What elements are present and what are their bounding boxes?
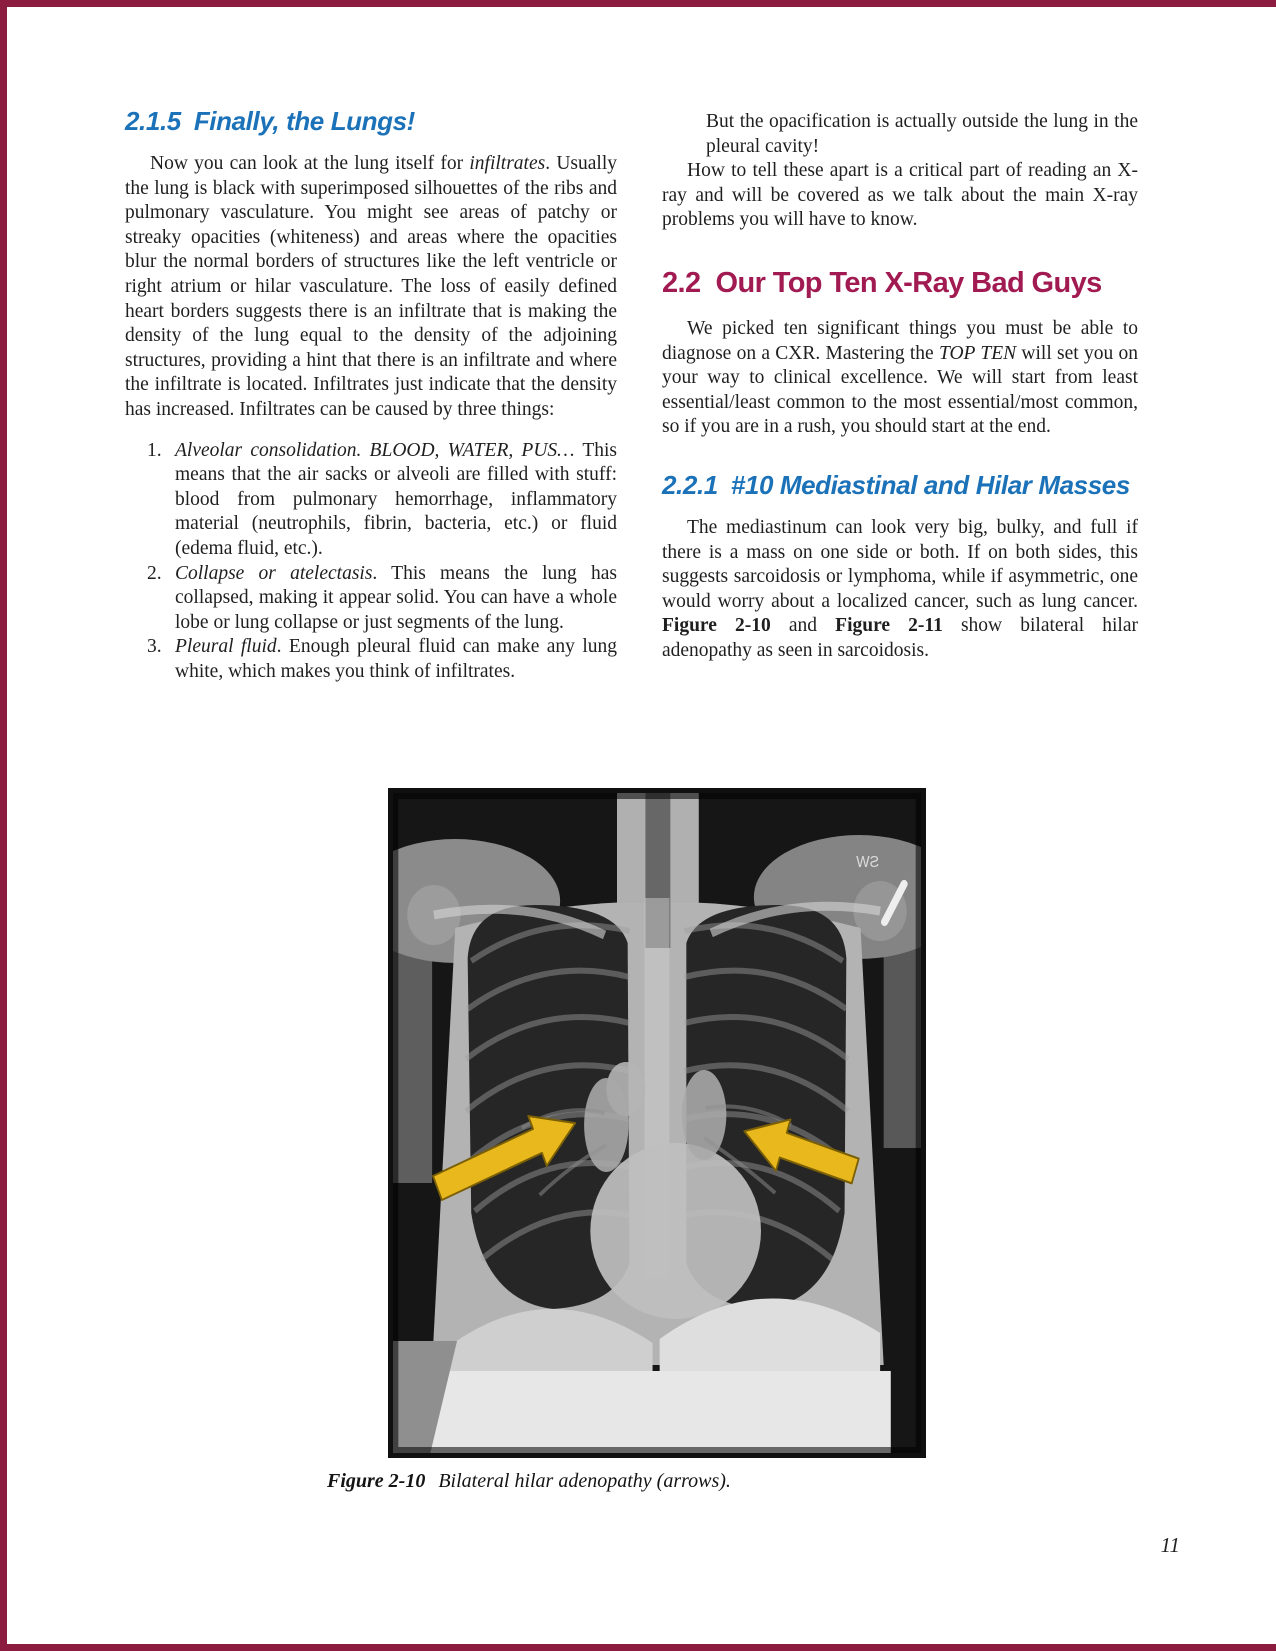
chest-xray-image: [393, 793, 921, 1453]
marker-label: SW: [856, 853, 880, 872]
how-to-tell-paragraph: How to tell these apart is a critical part of reading an X-ray and will be covered as we talk about the main X-ray problems you will have to know.: [662, 160, 1138, 231]
figure-caption-text: Bilateral hilar adenopathy (arrows).: [438, 1470, 731, 1492]
figure-caption: [327, 1470, 731, 1493]
intro-paragraph: [125, 152, 617, 423]
we-picked-text-a: We picked ten significant things you must be able to diagnose on a CXR. Mastering the: [662, 317, 1138, 364]
list-item-1-lead: Alveolar consolidation: [175, 439, 357, 461]
list-item-1-caps: . BLOOD, WATER, PUS…: [356, 439, 575, 461]
infiltrate-causes-list: [125, 439, 617, 685]
heading-number: 2.2: [662, 266, 701, 299]
list-item-3-number: 3.: [147, 636, 162, 658]
mediastinum-text-c: and: [770, 615, 836, 637]
section-heading-2-1-5: [125, 106, 617, 137]
heading-number: 2.1.5: [125, 106, 181, 136]
mediastinum-paragraph: [662, 516, 1138, 664]
top-ten-italic: TOP TEN: [938, 342, 1017, 364]
intro-text-a: Now you can look at the lung itself for: [150, 153, 470, 174]
section-heading-2-2-1: [662, 470, 1138, 501]
intro-text-c: . Usually the lung is black with superimposed silhouettes of the ribs and pulmonary vasculature. You might see areas of patchy or streaky opacities (whiteness) and areas where the opacities blur the normal borders of structures like the left ventricle or right atrium or hilar vasculature. The loss of easily defined heart borders suggests there is an infiltrate that is making the density of the lung equal to the density of the adjoining structures, providing a hint that there is an infiltrate and where the infiltrate is located. Infiltrates just indicate that the density has increased. Infiltrates can be caused by three things:: [125, 153, 617, 420]
section-heading-2-2: [662, 267, 1138, 300]
list-item-1: [125, 439, 617, 562]
list-item-3-lead: Pleural fluid: [175, 636, 277, 658]
list-item-2-lead: Collapse or atelectasis: [175, 562, 373, 584]
list-item-2-text: . This means the lung has collapsed, making it appear solid. You can have a whole lobe or lung collapse or just segments of the lung.: [175, 562, 617, 633]
figure-caption-label: Figure 2-10: [327, 1470, 426, 1492]
we-picked-paragraph: [662, 317, 1138, 440]
intro-italic-infiltrates: infiltrates: [469, 153, 546, 174]
continuation-paragraph: But the opacification is actually outside the lung in the pleural cavity!: [706, 111, 1138, 157]
list-item-2: [125, 562, 617, 636]
page-border-top: [0, 0, 1276, 7]
right-column: [662, 110, 1138, 664]
we-picked-text-c: will set you on your way to clinical excellence. We will start from least essential/least common to the most essential/most common, so if you are in a rush, you should start at the end.: [662, 342, 1138, 438]
list-item-3: [125, 635, 617, 684]
page-border-bottom: [0, 1644, 1276, 1651]
heading-title: #10 Mediastinal and Hilar Masses: [730, 469, 1130, 500]
heading-number: 2.2.1: [662, 469, 718, 500]
figure-2-10-xray: [388, 788, 926, 1458]
list-item-2-number: 2.: [147, 562, 162, 584]
figure-2-10-reference: Figure 2-10: [662, 615, 771, 637]
list-item-1-number: 1.: [147, 439, 162, 461]
list-item-3-text: . Enough pleural fluid can make any lung white, which makes you think of infiltrates.: [175, 636, 617, 682]
xray-left-hilum: [584, 1078, 628, 1172]
page-number: 11: [1160, 1533, 1180, 1557]
heading-title: Finally, the Lungs!: [193, 106, 415, 136]
mediastinum-text-a: The mediastinum can look very big, bulky, and full if there is a mass on one side or both. If on both sides, this suggests sarcoidosis or lymphoma, while if asymmetric, one would worry about a localized cancer, such as lung cancer.: [662, 516, 1138, 612]
figure-2-11-reference: Figure 2-11: [835, 615, 943, 637]
heading-title: Our Top Ten X-Ray Bad Guys: [715, 266, 1102, 299]
list-item-1-text: This means that the air sacks or alveoli are filled with stuff: blood from pulmonary hemorrhage, inflammatory material (neutrophils, fibrin, bacteria, etc.) or fluid (edema fluid, etc.).: [175, 439, 617, 559]
mediastinum-text-e: show bilateral hilar adenopathy as seen in sarcoidosis.: [662, 615, 1138, 661]
left-column: [125, 106, 617, 684]
page-border-left: [0, 0, 7, 1651]
